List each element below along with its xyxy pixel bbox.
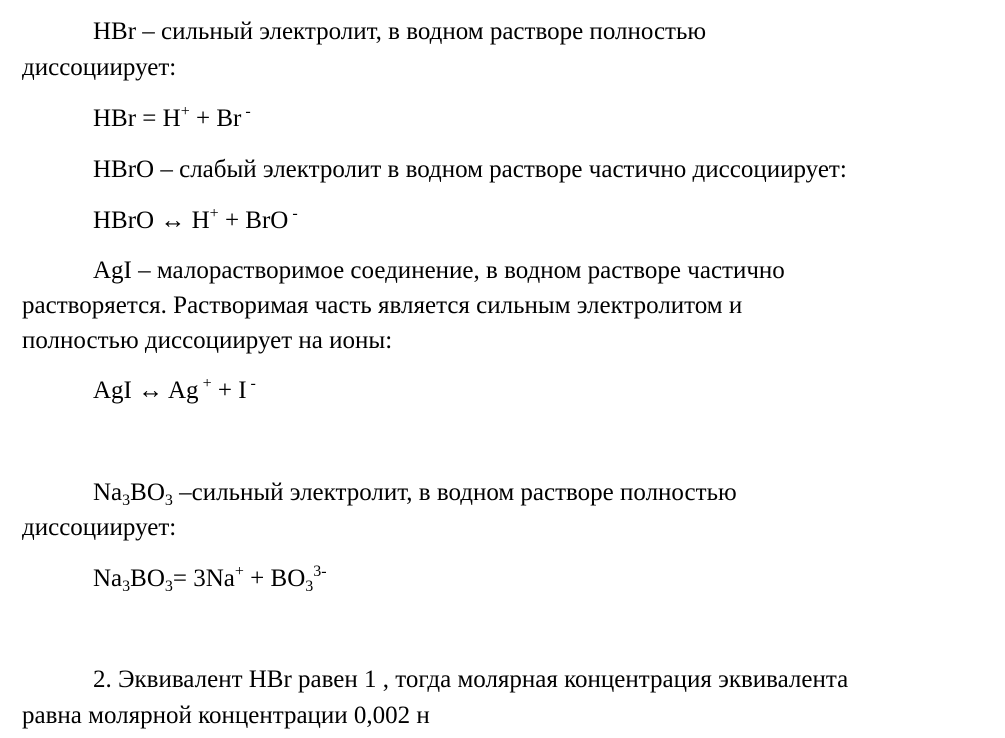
paragraph-text: –сильный электролит, в водном растворе полностью bbox=[172, 479, 737, 506]
formula-text: BO bbox=[130, 565, 165, 592]
paragraph-equivalent-line-2: равна молярной концентрации 0,002 н bbox=[22, 702, 430, 729]
paragraph-equivalent-line-1: 2. Эквивалент HBr равен 1 , тогда молярная концентрация эквивалента bbox=[93, 666, 849, 693]
formula-text: Na bbox=[93, 479, 123, 506]
paragraph-hbro: HBrO – слабый электролит в водном растворе частично диссоциирует: bbox=[93, 156, 847, 183]
paragraph-agi-line-1: AgI – малорастворимое соединение, в водном растворе частично bbox=[93, 257, 785, 284]
paragraph-agi-line-3: полностью диссоциирует на ионы: bbox=[22, 327, 393, 354]
equation-hbro bbox=[93, 206, 298, 236]
index-subscript: 3 bbox=[164, 492, 173, 509]
charge-superscript: + bbox=[180, 103, 190, 120]
paragraph-hbr-line-1: HBr – сильный электролит, в водном растворе полностью bbox=[93, 18, 707, 45]
index-subscript: 3 bbox=[122, 492, 131, 509]
charge-superscript: + bbox=[234, 563, 244, 580]
paragraph-na3bo3-line-2: диссоциирует: bbox=[22, 514, 177, 541]
equation-text: + Br bbox=[189, 105, 242, 132]
equation-text: + BrO bbox=[218, 207, 289, 234]
equation-text: AgI ↔ Ag bbox=[93, 377, 199, 404]
index-subscript: 3 bbox=[122, 578, 131, 595]
paragraph-hbr-line-2: диссоциирует: bbox=[22, 54, 177, 81]
charge-superscript: - bbox=[288, 205, 298, 222]
equation-text: HBrO ↔ H bbox=[93, 207, 210, 234]
formula-text: BO bbox=[130, 479, 165, 506]
charge-superscript: + bbox=[198, 375, 212, 392]
equation-text: HBr = H bbox=[93, 105, 181, 132]
equation-agi bbox=[93, 376, 256, 406]
index-subscript: 3 bbox=[305, 578, 314, 595]
paragraph-na3bo3-line-1 bbox=[93, 478, 737, 508]
equation-na3bo3 bbox=[93, 564, 327, 594]
charge-superscript: + bbox=[209, 205, 219, 222]
equation-text: = 3Na bbox=[172, 565, 235, 592]
charge-superscript: 3- bbox=[313, 563, 327, 580]
equation-text: + I bbox=[211, 377, 247, 404]
formula-text: Na bbox=[93, 565, 123, 592]
index-subscript: 3 bbox=[164, 578, 173, 595]
charge-superscript: - bbox=[241, 103, 251, 120]
charge-superscript: - bbox=[246, 375, 256, 392]
equation-hbr bbox=[93, 104, 251, 134]
paragraph-agi-line-2: растворяется. Растворимая часть является сильным электролитом и bbox=[22, 292, 743, 319]
equation-text: + BO bbox=[243, 565, 306, 592]
